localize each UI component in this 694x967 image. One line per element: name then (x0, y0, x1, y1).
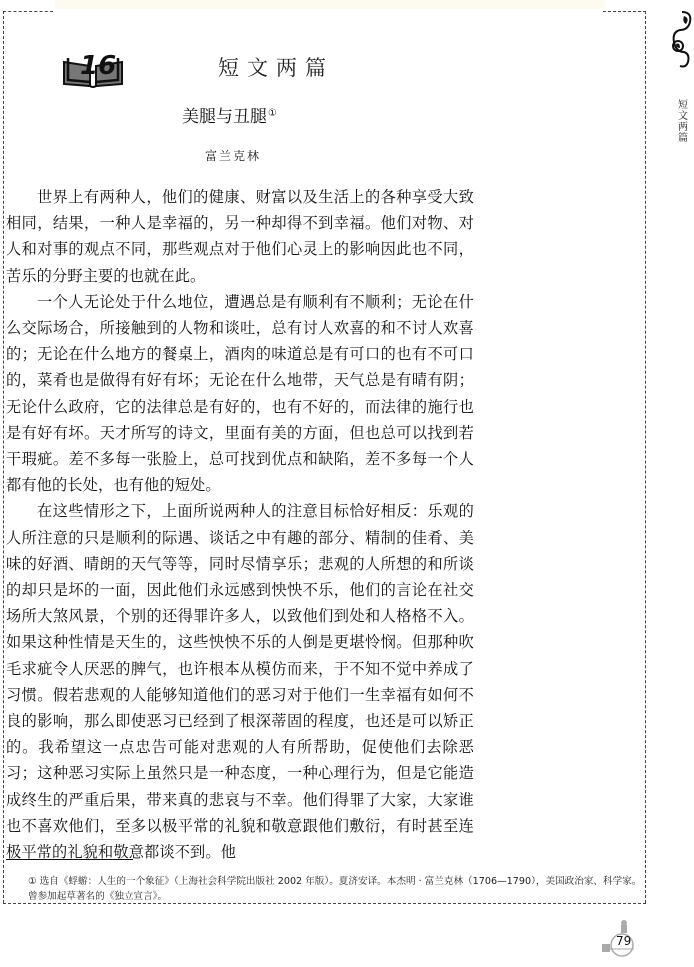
running-head: 短文两篇 (678, 100, 688, 144)
page-frame-left (3, 11, 4, 903)
page-frame-top-left (3, 11, 53, 12)
paragraph: 在这些情形之下，上面所说两种人的注意目标恰好相反：乐观的人所注意的只是顺利的际遇、谈话之中有趣的部分、精制的佳肴、美味的好酒、晴朗的天气等等，同时尽情享乐；悲观的人所想的和所谈的却只是坏的一面，因此他们永远感到怏怏不乐，他们的言论在社交场所大煞风景，个别的还得罪许多人，以致他们到处和人格格不入。如果这种性情是天生的，这些怏怏不乐的人倒是更堪怜悯。但那种吹毛求疵令人厌恶的脾气，也许根本从模仿而来，于不知不觉中养成了习惯。假若悲观的人能够知道他们的恶习对于他们一生幸福有如何不良的影响，那么即使恶习已经到了根深蒂固的程度，也还是可以矫正的。我希望这一点忠告可能对悲观的人有所帮助，促使他们去除恶习；这种恶习实际上虽然只是一种态度，一种心理行为，但是它能造成终生的严重后果，带来真的悲哀与不幸。他们得罪了大家，大家谁也不喜欢他们，至多以极平常的礼貌和敬意跟他们敷衍，有时甚至连极平常的礼貌和敬意都谈不到。他 (6, 502, 474, 862)
paragraph: 世界上有两种人，他们的健康、财富以及生活上的各种享受大致相同，结果，一种人是幸福的，另一种却得不到幸福。他们对物、对人和对事的观点不同，那些观点对于他们心灵上的影响因此也不同，苦乐的分野主要的也就在此。 (6, 188, 474, 285)
section-title: 短文两篇 (218, 56, 334, 80)
article-body (6, 184, 474, 865)
article-title-text: 美腿与丑腿 (182, 107, 267, 127)
scan-top-haze (55, 0, 605, 9)
chapter-number: 16 (80, 51, 117, 81)
paragraph: 一个人无论处于什么地位，遭遇总是有顺利有不顺利；无论在什么交际场合，所接触到的人物和谈吐，总有讨人欢喜的和不讨人欢喜的；无论在什么地方的餐桌上，酒肉的味道总是有可口的也有不可口的，菜肴也是做得有好有坏；无论在什么地带，天气总是有晴有阴；无论什么政府，它的法律总是有好的，也有不好的，而法律的施行也是有好有坏。天才所写的诗文，里面有美的方面，但也总可以找到若干瑕疵。差不多每一张脸上，总可找到优点和缺陷，差不多每一个人都有他的长处，也有他的短处。 (6, 292, 474, 495)
page-frame-top-right (603, 11, 646, 12)
footnote-rule (6, 859, 133, 860)
page-frame-right (645, 11, 646, 903)
scroll-ornament-icon (668, 8, 694, 70)
chapter-book-icon (60, 40, 126, 90)
article-title (182, 102, 277, 127)
footnote: ① 选自《蜉蝣：人生的一个象征》（上海社会科学院出版社 2002 年版）。夏济安译。本杰明 · 富兰克林（1706—1790），美国政治家、科学家。曾参加起草著名的《独立宣言》。 (28, 876, 642, 902)
author-name: 富兰克林 (205, 149, 262, 163)
page-number: 79 (616, 934, 632, 948)
footnote-ref: ① (268, 108, 277, 119)
